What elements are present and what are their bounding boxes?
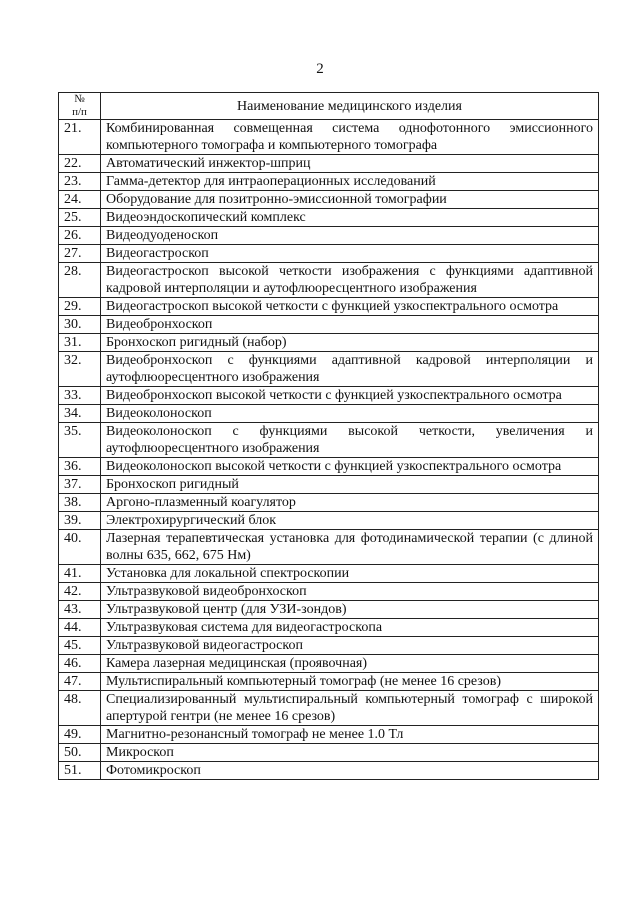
row-device-name: Комбинированная совмещенная система однофотонного эмиссионного компьютерного томографа и компьютерного томографа — [101, 120, 599, 155]
row-device-name: Камера лазерная медицинская (проявочная) — [101, 655, 599, 673]
table-row — [59, 423, 599, 458]
table-row — [59, 298, 599, 316]
row-number: 24. — [59, 191, 101, 209]
row-number: 28. — [59, 263, 101, 298]
table-row — [59, 619, 599, 637]
row-number: 26. — [59, 227, 101, 245]
table-row — [59, 352, 599, 387]
row-number: 37. — [59, 476, 101, 494]
table-row — [59, 726, 599, 744]
row-device-name: Ультразвуковой видеобронхоскоп — [101, 583, 599, 601]
row-number: 35. — [59, 423, 101, 458]
row-device-name: Специализированный мультиспиральный компьютерный томограф с широкой апертурой гентри (не менее 16 срезов) — [101, 691, 599, 726]
table-row — [59, 173, 599, 191]
row-number: 47. — [59, 673, 101, 691]
row-number: 48. — [59, 691, 101, 726]
row-number: 45. — [59, 637, 101, 655]
table-row — [59, 565, 599, 583]
table-row — [59, 512, 599, 530]
row-device-name: Автоматический инжектор-шприц — [101, 155, 599, 173]
table-row — [59, 405, 599, 423]
table-row — [59, 655, 599, 673]
table-row — [59, 691, 599, 726]
table-row — [59, 476, 599, 494]
row-device-name: Ультразвуковая система для видеогастроскопа — [101, 619, 599, 637]
table-body — [59, 120, 599, 780]
table-row — [59, 209, 599, 227]
table-row — [59, 530, 599, 565]
table-row — [59, 744, 599, 762]
row-number: 33. — [59, 387, 101, 405]
table-row — [59, 762, 599, 780]
row-device-name: Видеодуоденоскоп — [101, 227, 599, 245]
column-header-number-top: № — [74, 93, 85, 105]
row-device-name: Фотомикроскоп — [101, 762, 599, 780]
row-number: 51. — [59, 762, 101, 780]
row-number: 21. — [59, 120, 101, 155]
row-device-name: Ультразвуковой видеогастроскоп — [101, 637, 599, 655]
row-device-name: Мультиспиральный компьютерный томограф (не менее 16 срезов) — [101, 673, 599, 691]
table-row — [59, 316, 599, 334]
row-number: 27. — [59, 245, 101, 263]
row-number: 23. — [59, 173, 101, 191]
row-device-name: Оборудование для позитронно-эмиссионной томографии — [101, 191, 599, 209]
table-row — [59, 387, 599, 405]
row-number: 42. — [59, 583, 101, 601]
row-device-name: Бронхоскоп ригидный (набор) — [101, 334, 599, 352]
row-number: 31. — [59, 334, 101, 352]
table-row — [59, 334, 599, 352]
row-number: 44. — [59, 619, 101, 637]
column-header-number — [59, 93, 101, 120]
table-row — [59, 458, 599, 476]
row-device-name: Видеоколоноскоп — [101, 405, 599, 423]
row-device-name: Видеогастроскоп — [101, 245, 599, 263]
row-number: 39. — [59, 512, 101, 530]
table-row — [59, 263, 599, 298]
table-row — [59, 637, 599, 655]
row-device-name: Видеобронхоскоп с функциями адаптивной кадровой интерполяции и аутофлюоресцентного изображения — [101, 352, 599, 387]
row-device-name: Бронхоскоп ригидный — [101, 476, 599, 494]
table-row — [59, 245, 599, 263]
row-number: 22. — [59, 155, 101, 173]
row-number: 38. — [59, 494, 101, 512]
table-row — [59, 583, 599, 601]
row-device-name: Гамма-детектор для интраоперационных исследований — [101, 173, 599, 191]
row-number: 32. — [59, 352, 101, 387]
row-device-name: Видеогастроскоп высокой четкости с функцией узкоспектрального осмотра — [101, 298, 599, 316]
row-device-name: Магнитно-резонансный томограф не менее 1.0 Тл — [101, 726, 599, 744]
row-number: 34. — [59, 405, 101, 423]
row-number: 50. — [59, 744, 101, 762]
row-number: 49. — [59, 726, 101, 744]
table-row — [59, 227, 599, 245]
row-device-name: Видеоколоноскоп высокой четкости с функцией узкоспектрального осмотра — [101, 458, 599, 476]
row-device-name: Электрохирургический блок — [101, 512, 599, 530]
row-number: 43. — [59, 601, 101, 619]
row-number: 46. — [59, 655, 101, 673]
page-number: 2 — [316, 61, 324, 77]
row-device-name: Видеобронхоскоп высокой четкости с функцией узкоспектрального осмотра — [101, 387, 599, 405]
column-header-number-bottom: п/п — [72, 106, 87, 118]
row-device-name: Установка для локальной спектроскопии — [101, 565, 599, 583]
table-row — [59, 120, 599, 155]
row-device-name: Ультразвуковой центр (для УЗИ-зондов) — [101, 601, 599, 619]
row-device-name: Видеоколоноскоп с функциями высокой четкости, увеличения и аутофлюоресцентного изображения — [101, 423, 599, 458]
table-row — [59, 494, 599, 512]
row-number: 41. — [59, 565, 101, 583]
row-device-name: Лазерная терапевтическая установка для фотодинамической терапии (с длиной волны 635, 662, 675 Нм) — [101, 530, 599, 565]
table-row — [59, 155, 599, 173]
medical-devices-table — [58, 92, 599, 780]
row-device-name: Видеобронхоскоп — [101, 316, 599, 334]
row-number: 36. — [59, 458, 101, 476]
table-row — [59, 191, 599, 209]
table-row — [59, 673, 599, 691]
row-number: 29. — [59, 298, 101, 316]
table-header-row — [59, 93, 599, 120]
row-device-name: Видеоэндоскопический комплекс — [101, 209, 599, 227]
table-row — [59, 601, 599, 619]
row-number: 40. — [59, 530, 101, 565]
column-header-name: Наименование медицинского изделия — [101, 93, 599, 120]
row-number: 25. — [59, 209, 101, 227]
row-device-name: Аргоно-плазменный коагулятор — [101, 494, 599, 512]
row-device-name: Видеогастроскоп высокой четкости изображения с функциями адаптивной кадровой интерполяции и аутофлюоресцентного изображения — [101, 263, 599, 298]
row-number: 30. — [59, 316, 101, 334]
row-device-name: Микроскоп — [101, 744, 599, 762]
